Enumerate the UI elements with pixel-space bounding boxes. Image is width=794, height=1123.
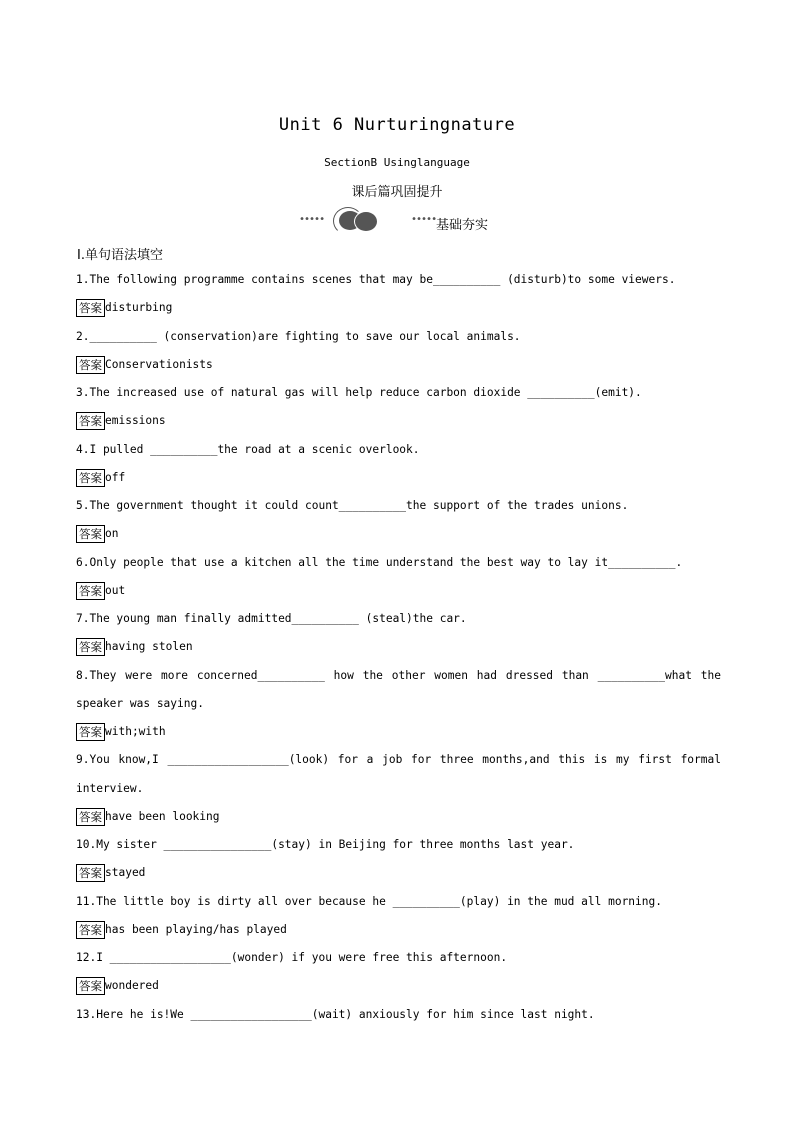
- question-item: [76, 492, 721, 549]
- answer-label: 答案: [76, 921, 105, 939]
- answer-text: wondered: [105, 979, 159, 993]
- answer-label: 答案: [76, 864, 105, 882]
- question-text: 2.__________ (conservation)are fighting to save our local animals.: [76, 329, 521, 343]
- answer-text: off: [105, 470, 126, 484]
- question-item: [76, 662, 721, 747]
- question-text: 9.You know,I __________________(look) for a job for three months,and this is my first formal interview.: [76, 753, 721, 795]
- answer-text: emissions: [105, 414, 166, 428]
- question-text: 5.The government thought it could count__________the support of the trades unions.: [76, 499, 629, 513]
- question-text: 13.Here he is!We __________________(wait) anxiously for him since last night.: [76, 1007, 595, 1021]
- chinese-subtitle: 课后篇巩固提升: [351, 185, 443, 200]
- answer-text: stayed: [105, 866, 146, 880]
- question-text: 3.The increased use of natural gas will help reduce carbon dioxide __________(emit).: [76, 386, 642, 400]
- answer-label: 答案: [76, 638, 105, 656]
- answer-row: [76, 972, 721, 1000]
- question-text: 1.The following programme contains scenes that may be__________ (disturb)to some viewers.: [76, 273, 676, 286]
- question-text: 4.I pulled __________the road at a scenic overlook.: [76, 442, 420, 456]
- question-text: 12.I __________________(wonder) if you were free this afternoon.: [76, 951, 508, 965]
- answer-label: 答案: [76, 356, 105, 374]
- answer-label: 答案: [76, 582, 105, 600]
- answer-row: [76, 351, 721, 379]
- answer-label: 答案: [76, 412, 105, 430]
- question-item: [76, 266, 721, 323]
- answer-row: [76, 294, 721, 322]
- dots-decoration-left: •••••: [299, 214, 325, 225]
- question-list: [76, 266, 721, 1029]
- section-heading: Ⅰ.单句语法填空: [77, 248, 163, 263]
- answer-label: 答案: [76, 808, 105, 826]
- answer-text: out: [105, 583, 126, 597]
- answer-text: disturbing: [105, 301, 173, 315]
- question-item: [76, 831, 721, 888]
- question-item: [76, 944, 721, 1001]
- answer-row: [76, 520, 721, 548]
- section-subtitle: SectionB Usinglanguage: [324, 156, 470, 169]
- answer-label: 答案: [76, 977, 105, 995]
- answer-row: [76, 407, 721, 435]
- question-item: [76, 549, 721, 606]
- circle-icon: [354, 211, 378, 232]
- question-text: 11.The little boy is dirty all over because he __________(play) in the mud all morning.: [76, 894, 662, 908]
- question-text: 7.The young man finally admitted__________ (steal)the car.: [76, 612, 467, 626]
- dots-decoration-right: •••••: [411, 214, 437, 225]
- answer-row: [76, 577, 721, 605]
- answer-label: 答案: [76, 299, 105, 317]
- answer-text: Conservationists: [105, 357, 213, 371]
- question-text: 8.They were more concerned__________ how the other women had dressed than __________what the speaker was saying.: [76, 668, 721, 710]
- question-item: [76, 323, 721, 380]
- answer-text: on: [105, 527, 119, 541]
- answer-text: having stolen: [105, 640, 193, 654]
- question-text: 10.My sister ________________(stay) in Beijing for three months last year.: [76, 838, 575, 852]
- answer-row: [76, 859, 721, 887]
- answer-label: 答案: [76, 469, 105, 487]
- answer-row: [76, 803, 721, 831]
- answer-row: [76, 633, 721, 661]
- section-banner: [299, 207, 509, 237]
- answer-row: [76, 916, 721, 944]
- banner-label: 基础夯实: [436, 218, 489, 233]
- page-title: Unit 6 Nurturingnature: [278, 115, 516, 135]
- answer-row: [76, 464, 721, 492]
- question-item: [76, 436, 721, 493]
- question-item: [76, 888, 721, 945]
- question-text: 6.Only people that use a kitchen all the time understand the best way to lay it__________.: [76, 555, 683, 569]
- answer-row: [76, 718, 721, 746]
- answer-text: have been looking: [105, 809, 220, 823]
- question-item: [76, 1001, 721, 1029]
- answer-text: has been playing/has played: [105, 922, 287, 936]
- question-item: [76, 746, 721, 831]
- question-item: [76, 379, 721, 436]
- answer-label: 答案: [76, 525, 105, 543]
- answer-text: with;with: [105, 725, 166, 739]
- answer-label: 答案: [76, 723, 105, 741]
- question-item: [76, 605, 721, 662]
